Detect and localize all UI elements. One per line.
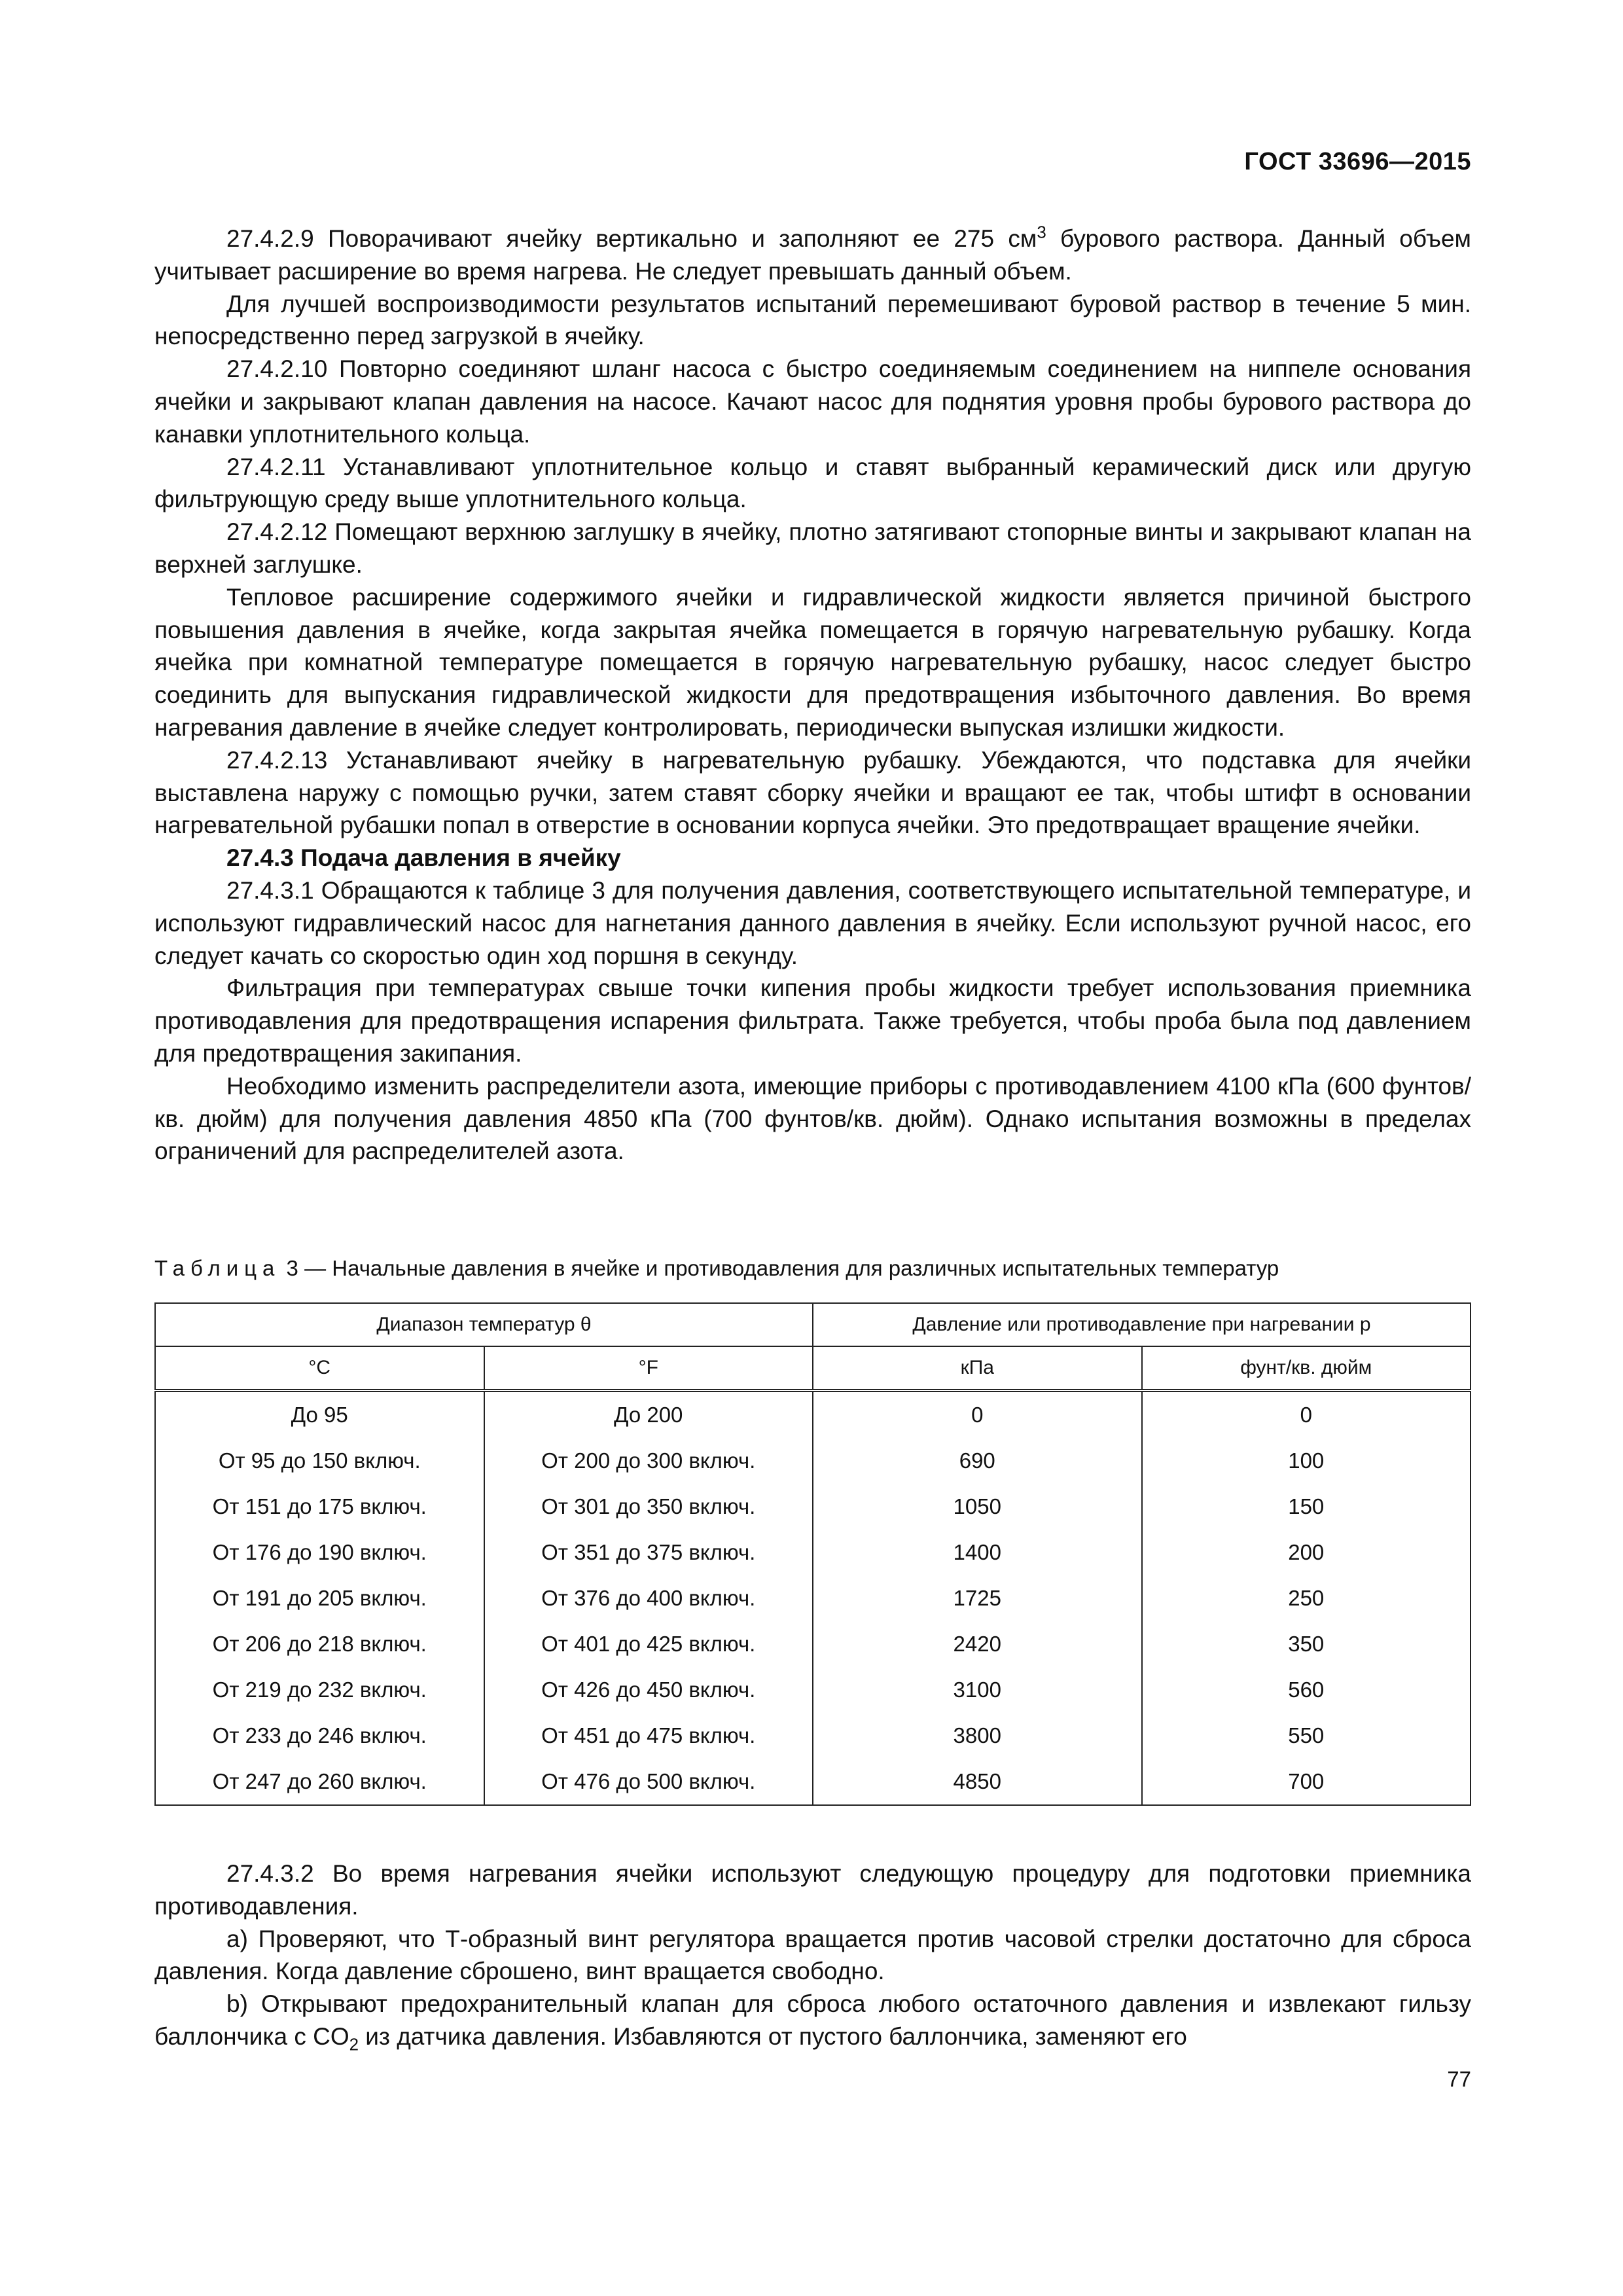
table-cell: От 200 до 300 включ. (484, 1438, 813, 1484)
column-header: фунт/кв. дюйм (1142, 1346, 1471, 1391)
table-cell: От 451 до 475 включ. (484, 1713, 813, 1759)
table-cell: 250 (1142, 1575, 1471, 1621)
table-row (155, 1759, 1471, 1805)
group-header: Диапазон температур θ (155, 1303, 813, 1346)
paragraph: 27.4.2.12 Помещают верхнюю заглушку в ячейку, плотно затягивают стопорные винты и закрывают клапан на верхней заглушке. (154, 518, 1471, 578)
table-cell: От 176 до 190 включ. (155, 1530, 484, 1575)
table-cell: От 233 до 246 включ. (155, 1713, 484, 1759)
table-cell: От 95 до 150 включ. (155, 1438, 484, 1484)
pressure-table (154, 1302, 1471, 1806)
table-cell: 3800 (813, 1713, 1142, 1759)
table-cell: От 376 до 400 включ. (484, 1575, 813, 1621)
table-row (155, 1621, 1471, 1667)
paragraph: 27.4.3.2 Во время нагревания ячейки используют следующую процедуру для подготовки приемника противодавления. (154, 1860, 1471, 1920)
table-cell: От 426 до 450 включ. (484, 1667, 813, 1713)
table-cell: 700 (1142, 1759, 1471, 1805)
table-cell: 2420 (813, 1621, 1142, 1667)
table-cell: 4850 (813, 1759, 1142, 1805)
table-cell: 100 (1142, 1438, 1471, 1484)
table-cell: От 191 до 205 включ. (155, 1575, 484, 1621)
table-row (155, 1391, 1471, 1439)
table-cell: 350 (1142, 1621, 1471, 1667)
table-row (155, 1575, 1471, 1621)
table-cell: До 95 (155, 1391, 484, 1439)
paragraph: Тепловое расширение содержимого ячейки и гидравлической жидкости является причиной быстрого повышения давления в ячейке, когда закрытая ячейка помещается в горячую нагревательную рубашку. Когда ячейка при комнатной температуре помещается в горячую нагревательную рубашку, насос следует быстро соединить для выпускания гидравлической жидкости для предотвращения избыточного давления. Во время нагревания давление в ячейке следует контролировать, периодически выпуская излишки жидкости. (154, 583, 1471, 741)
paragraph: Для лучшей воспроизводимости результатов испытаний перемешивают буровой раствор в течение 5 мин. непосредственно перед загрузкой в ячейку. (154, 290, 1471, 350)
column-header: °F (484, 1346, 813, 1391)
table-cell: От 219 до 232 включ. (155, 1667, 484, 1713)
table-row (155, 1438, 1471, 1484)
table-row (155, 1667, 1471, 1713)
table-cell: 3100 (813, 1667, 1142, 1713)
table-row (155, 1530, 1471, 1575)
table-cell: 1050 (813, 1484, 1142, 1530)
table-cell: От 401 до 425 включ. (484, 1621, 813, 1667)
table-cell: 690 (813, 1438, 1142, 1484)
paragraph: b) Открывают предохранительный клапан для сброса любого остаточного давления и извлекают гильзу баллончика с $CO_2$ из датчика давления. Избавляются от пустого баллончика, заменяют его (154, 1990, 1471, 2054)
paragraph: Необходимо изменить распределители азота, имеющие приборы с противодавлением 4100 кПа (600 фунтов/кв. дюйм) для получения давления 4850 кПа (700 фунтов/кв. дюйм). Однако испытания возможны в пределах ограничений для распределителей азота. (154, 1072, 1471, 1165)
table-cell: 560 (1142, 1667, 1471, 1713)
table-cell: 200 (1142, 1530, 1471, 1575)
table-cell: От 301 до 350 включ. (484, 1484, 813, 1530)
paragraph: 27.4.2.10 Повторно соединяют шланг насоса с быстро соединяемым соединением на ниппеле основания ячейки и закрывают клапан давления на насосе. Качают насос для поднятия уровня пробы бурового раствора до канавки уплотнительного кольца. (154, 355, 1471, 448)
table-cell: От 476 до 500 включ. (484, 1759, 813, 1805)
paragraph: Фильтрация при температурах свыше точки кипения пробы жидкости требует использования приемника противодавления для предотвращения испарения фильтрата. Также требуется, чтобы проба была под давлением для предотвращения закипания. (154, 975, 1471, 1067)
page-number: 77 (1447, 2067, 1471, 2091)
paragraph: 27.4.2.11 Устанавливают уплотнительное кольцо и ставят выбранный керамический диск или другую фильтрующую среду выше уплотнительного кольца. (154, 453, 1471, 513)
table-cell: 550 (1142, 1713, 1471, 1759)
body-text-continued (154, 1857, 1471, 2053)
table-cell: 1400 (813, 1530, 1142, 1575)
column-header: кПа (813, 1346, 1142, 1391)
document-header: ГОСТ 33696—2015 (1244, 148, 1471, 175)
group-header: Давление или противодавление при нагревании p (813, 1303, 1471, 1346)
paragraph: 27.4.3.1 Обращаются к таблице 3 для получения давления, соответствующего испытательной температуре, и используют гидравлический насос для нагнетания данного давления в ячейку. Если используют ручной насос, его следует качать со скоростью один ход поршня в секунду. (154, 876, 1471, 969)
paragraph: a) Проверяют, что Т-образный винт регулятора вращается против часовой стрелки достаточно для сброса давления. Когда давление сброшено, винт вращается свободно. (154, 1925, 1471, 1985)
table-cell: До 200 (484, 1391, 813, 1439)
table-cell: От 351 до 375 включ. (484, 1530, 813, 1575)
column-header: °C (155, 1346, 484, 1391)
table-cell: 0 (813, 1391, 1142, 1439)
table-caption: Таблица 3 — Начальные давления в ячейке и противодавления для различных испытательных температур (154, 1256, 1279, 1280)
table-cell: От 247 до 260 включ. (155, 1759, 484, 1805)
table-cell: 1725 (813, 1575, 1142, 1621)
paragraph: 27.4.2.9 Поворачивают ячейку вертикально и заполняют ее 275 $см^3$ бурового раствора. Данный объем учитывает расширение во время нагрева. Не следует превышать данный объем. (154, 223, 1471, 285)
table-cell: От 206 до 218 включ. (155, 1621, 484, 1667)
paragraph: 27.4.2.13 Устанавливают ячейку в нагревательную рубашку. Убеждаются, что подставка для ячейки выставлена наружу с помощью ручки, затем ставят сборку ячейки и вращают ее так, чтобы штифт в основании нагревательной рубашки попал в отверстие в основании корпуса ячейки. Это предотвращает вращение ячейки. (154, 746, 1471, 839)
table-cell: От 151 до 175 включ. (155, 1484, 484, 1530)
section-heading: 27.4.3 Подача давления в ячейку (226, 844, 621, 872)
table-row (155, 1484, 1471, 1530)
table-cell: 150 (1142, 1484, 1471, 1530)
body-text (154, 223, 1471, 1168)
table-row (155, 1713, 1471, 1759)
table-cell: 0 (1142, 1391, 1471, 1439)
